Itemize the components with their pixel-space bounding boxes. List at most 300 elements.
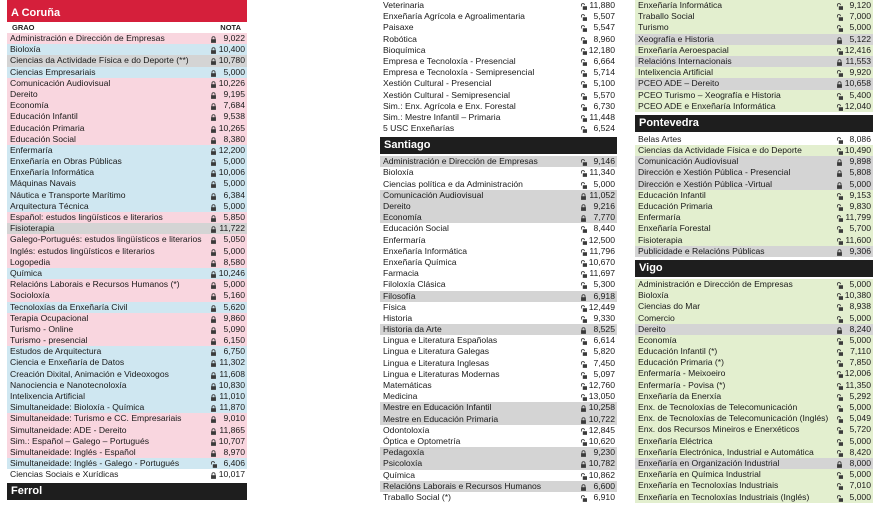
cutoff-grade: 8,380	[223, 133, 245, 144]
degree-name: Dereito	[383, 201, 411, 211]
degree-name: Enfermaría	[638, 212, 681, 223]
degree-name: Enfermaría - Meixoeiro	[638, 368, 726, 379]
table-row	[380, 279, 617, 290]
table-row	[380, 235, 617, 246]
cutoff-grade: 9,860	[223, 312, 245, 323]
degree-name: Dirección e Xestión Pública -Virtual	[638, 178, 773, 189]
table-row	[7, 111, 247, 122]
cutoff-grade: 5,000	[849, 435, 871, 446]
table-row	[380, 402, 617, 413]
degree-name: Lingua e Literatura Inglesas	[383, 357, 490, 368]
table-row	[635, 45, 873, 56]
table-row	[635, 391, 873, 402]
degree-name: Enxeñaría Informática	[10, 167, 95, 178]
cutoff-grade: 5,620	[223, 301, 245, 312]
degree-name: PCEO Turismo – Xeografía e Historia	[638, 89, 781, 100]
table-row	[380, 78, 617, 89]
cutoff-grade: 5,000	[849, 312, 871, 323]
degree-name: Enxeñaría en Tecnoloxías Industriais (Inglés)	[638, 491, 810, 502]
cutoff-grade: 12,449	[588, 301, 615, 312]
table-row	[380, 101, 617, 112]
cutoff-grade: 8,086	[849, 133, 871, 144]
cutoff-grade: 11,870	[219, 402, 245, 413]
vigo-table	[635, 279, 873, 503]
degree-name: Enfermaría	[10, 144, 53, 155]
cutoff-grade: 6,664	[593, 55, 615, 66]
cutoff-grade: 7,010	[849, 480, 871, 491]
cutoff-grade: 9,538	[223, 111, 245, 122]
section-title-santiago: Santiago	[380, 137, 617, 154]
table-row	[380, 313, 617, 324]
table-row	[635, 78, 873, 89]
degree-name: Comunicación Audiovisual	[10, 77, 111, 88]
table-row	[635, 22, 873, 33]
degree-name: Sim.: Mestre Infantil – Primaria	[383, 111, 501, 122]
table-row	[7, 324, 247, 335]
cutoff-grade: 6,406	[223, 458, 245, 469]
table-row	[7, 55, 247, 66]
column-santiago	[380, 0, 617, 502]
cutoff-grade: 5,000	[223, 178, 245, 189]
cutoff-grade: 12,416	[844, 44, 871, 55]
cutoff-grade: 5,000	[223, 279, 245, 290]
degree-name: Sim.: Enx. Agrícola e Enx. Forestal	[383, 100, 516, 111]
table-row	[635, 0, 873, 11]
table-row	[635, 357, 873, 368]
table-row	[380, 369, 617, 380]
cutoff-grade: 11,302	[219, 357, 245, 368]
degree-name: Inglés: estudos lingüísticos e literarios	[10, 245, 155, 256]
table-row	[380, 291, 617, 302]
cutoff-grade: 5,000	[223, 66, 245, 77]
cutoff-grade: 10,780	[218, 55, 245, 66]
degree-name: Tecnoloxías da Enxeñaría Civil	[10, 301, 128, 312]
degree-name: Economía	[383, 212, 422, 223]
table-row	[635, 201, 873, 212]
cutoff-grade: 5,000	[223, 245, 245, 256]
degree-name: Enxeñaría en Tecnoloxías Industriais	[638, 480, 779, 491]
table-row	[380, 11, 617, 22]
degree-name: Español: estudos lingüísticos e literarios	[10, 212, 163, 222]
degree-name: Enx. dos Recursos Mineiros e Enerxéticos	[638, 424, 800, 435]
degree-name: Enxeñaría da Enerxía	[638, 390, 722, 401]
degree-name: Enxeñaría Aeroespacial	[638, 44, 729, 55]
cutoff-grade: 11,608	[219, 368, 245, 379]
degree-name: Economía	[638, 334, 677, 345]
table-row	[635, 34, 873, 45]
table-row	[380, 302, 617, 313]
degree-name: Xestión Cultural - Semipresencial	[383, 89, 511, 100]
table-row	[7, 156, 247, 167]
table-row	[635, 67, 873, 78]
table-row	[380, 167, 617, 178]
cutoff-grade: 6,750	[223, 346, 245, 357]
cutoff-grade: 11,799	[845, 212, 871, 223]
cutoff-grade: 5,820	[593, 346, 615, 357]
cutoff-grade: 5,400	[849, 89, 871, 100]
cutoff-grade: 10,380	[844, 290, 871, 301]
cutoff-grade: 5,292	[849, 390, 871, 401]
table-row	[635, 134, 873, 145]
degree-name: Educación Primaria (*)	[638, 357, 724, 368]
degree-name: Empresa e Tecnoloxía - Presencial	[383, 55, 516, 66]
table-row	[635, 179, 873, 190]
table-row	[635, 156, 873, 167]
degree-name: Psicoloxía	[383, 458, 423, 469]
table-row	[635, 346, 873, 357]
table-row	[380, 358, 617, 369]
cutoff-grade: 9,010	[223, 413, 245, 424]
cutoff-grade: 7,850	[849, 357, 871, 368]
table-row	[7, 145, 247, 156]
table-row	[635, 469, 873, 480]
table-row	[7, 212, 247, 223]
degree-name: Simultaneidade: Turismo e CC. Empresariais	[10, 413, 182, 424]
cutoff-grade: 9,230	[593, 447, 615, 458]
degree-name: Educación Social	[10, 133, 76, 144]
table-row	[380, 0, 617, 11]
degree-name: Relacións Laborais e Recursos Humanos	[383, 480, 542, 491]
column-a-coruna	[7, 0, 247, 495]
table-row	[380, 190, 617, 201]
degree-name: Educación Primaria	[638, 201, 713, 211]
cutoff-grade: 5,050	[223, 234, 245, 245]
degree-name: Turismo - presencial	[10, 335, 88, 346]
cutoff-grade: 9,216	[593, 201, 615, 211]
table-row	[635, 492, 873, 503]
degree-name: PCEO ADE e Enxeñaría Informática	[638, 100, 776, 111]
table-row	[7, 425, 247, 436]
cutoff-grade: 5,507	[593, 11, 615, 22]
section-title-vigo: Vigo	[635, 260, 873, 277]
cutoff-grade: 10,400	[218, 44, 245, 55]
table-row	[7, 335, 247, 346]
degree-name: Bioloxía	[638, 290, 669, 301]
cutoff-grade: 5,714	[593, 67, 615, 78]
degree-name: Mestre en Educación Infantil	[383, 402, 492, 413]
table-row	[380, 447, 617, 458]
degree-name: Química	[383, 469, 415, 480]
cutoff-grade: 10,490	[844, 145, 871, 156]
degree-name: Fisioterapia	[638, 234, 683, 245]
degree-name: Bioloxía	[383, 167, 414, 178]
degree-name: Matemáticas	[383, 380, 432, 390]
cutoff-grade: 10,722	[588, 413, 615, 424]
cutoff-grade: 9,022	[223, 33, 245, 43]
degree-name: Terapia Ocupacional	[10, 312, 89, 323]
table-row	[7, 134, 247, 145]
table-row	[7, 369, 247, 380]
degree-name: Comunicación Audiovisual	[638, 156, 739, 167]
degree-name: Traballo Social (*)	[383, 491, 451, 502]
degree-name: Filosofía	[383, 290, 416, 301]
table-row	[7, 391, 247, 402]
cutoff-grade: 11,350	[845, 379, 871, 390]
cutoff-grade: 11,880	[589, 0, 615, 10]
cutoff-grade: 11,600	[845, 234, 871, 245]
cutoff-grade: 5,097	[593, 368, 615, 379]
cutoff-grade: 10,246	[218, 267, 245, 278]
degree-name: Enxeñaría Eléctrica	[638, 435, 713, 446]
table-row	[635, 290, 873, 301]
cutoff-grade: 12,500	[588, 234, 615, 245]
table-row	[635, 167, 873, 178]
degree-name: Empresa e Tecnoloxía - Semipresencial	[383, 67, 535, 78]
cutoff-grade: 9,120	[849, 0, 871, 10]
cutoff-grade: 12,040	[844, 100, 871, 111]
degree-name: Farmacia	[383, 268, 419, 279]
degree-name: Ciencias do Mar	[638, 301, 701, 312]
table-row	[7, 313, 247, 324]
table-row	[635, 447, 873, 458]
table-row	[380, 324, 617, 335]
table-row	[7, 436, 247, 447]
cutoff-grade: 5,000	[849, 469, 871, 480]
table-row	[380, 257, 617, 268]
cutoff-grade: 6,614	[593, 335, 615, 346]
table-row	[7, 413, 247, 424]
table-row	[635, 301, 873, 312]
table-row	[380, 391, 617, 402]
table-row	[380, 414, 617, 425]
degree-name: Paisaxe	[383, 22, 414, 33]
degree-name: Simultaneidade: Inglés - Español	[10, 446, 136, 457]
cutoff-grade: 5,720	[849, 424, 871, 435]
cutoff-grade: 11,553	[845, 55, 871, 66]
cutoff-grade: 5,000	[849, 22, 871, 33]
degree-name: Estudos de Arquitectura	[10, 346, 102, 357]
cutoff-grade: 5,300	[593, 279, 615, 290]
cutoff-grade: 6,910	[593, 491, 615, 502]
table-row	[380, 481, 617, 492]
degree-name: Publicidade e Relacións Públicas	[638, 245, 765, 256]
cutoff-grade: 6,150	[223, 335, 245, 346]
cutoff-grade: 5,000	[849, 278, 871, 289]
cutoff-grade: 10,782	[588, 458, 615, 469]
table-row	[380, 90, 617, 101]
cutoff-grade: 10,006	[218, 167, 245, 178]
degree-name: Ciencias Sociais e Xurídicas	[10, 469, 119, 480]
cutoff-grade: 9,146	[593, 156, 615, 167]
table-row	[635, 279, 873, 290]
table-row	[7, 167, 247, 178]
section-title-a-coruna: A Coruña	[7, 5, 247, 22]
degree-name: Filoloxía Clásica	[383, 279, 446, 290]
cutoff-grade: 5,000	[849, 402, 871, 412]
table-row	[7, 78, 247, 89]
table-row	[380, 56, 617, 67]
cutoff-grade: 5,049	[849, 413, 871, 424]
table-row	[380, 112, 617, 123]
table-row	[380, 492, 617, 503]
degree-name: Administración e Dirección de Empresas	[638, 278, 793, 289]
table-row	[7, 279, 247, 290]
cutoff-grade: 11,697	[589, 268, 615, 279]
table-row	[7, 89, 247, 100]
degree-name: Simultaneidade: Bioloxía - Química	[10, 402, 145, 413]
table-row	[380, 34, 617, 45]
degree-name: Náutica e Transporte Marítimo	[10, 189, 126, 200]
table-row	[7, 346, 247, 357]
cutoff-grade: 12,760	[588, 380, 615, 390]
table-row	[635, 190, 873, 201]
cutoff-grade: 6,600	[593, 480, 615, 491]
cutoff-grade: 6,524	[593, 123, 615, 134]
cutoff-grade: 11,722	[219, 223, 245, 234]
degree-name: Ciencias Empresariais	[10, 66, 96, 77]
cutoff-grade: 10,658	[844, 78, 871, 89]
table-row	[7, 458, 247, 469]
ourense-continued-table	[635, 0, 873, 112]
cutoff-grade: 9,306	[849, 245, 871, 256]
cutoff-grade: 12,006	[844, 368, 871, 379]
cutoff-grade: 5,808	[849, 167, 871, 178]
table-row	[635, 212, 873, 223]
table-row	[380, 156, 617, 167]
degree-name: Nanociencia e Nanotecnoloxía	[10, 379, 127, 390]
table-row	[7, 290, 247, 301]
cutoff-grade: 8,970	[223, 446, 245, 457]
table-row	[7, 223, 247, 234]
table-row	[380, 212, 617, 223]
cutoff-grade: 7,110	[850, 346, 871, 357]
degree-name: Galego-Portugués: estudos lingüísticos e literarios	[10, 234, 202, 245]
cutoff-grade: 8,420	[849, 446, 871, 457]
cutoff-grade: 6,384	[223, 189, 245, 200]
table-row	[635, 424, 873, 435]
header-grado: GRAO	[12, 23, 35, 32]
table-row	[635, 313, 873, 324]
degree-name: Creación Dixital, Animación e Videoxogos	[10, 368, 169, 379]
table-row	[380, 458, 617, 469]
table-row	[635, 324, 873, 335]
degree-name: Economía	[10, 100, 49, 111]
a-coruna-table	[7, 33, 247, 481]
degree-name: Educación Primaria	[10, 122, 85, 133]
table-row	[635, 413, 873, 424]
degree-name: Administración e Dirección de Empresas	[10, 33, 165, 43]
degree-name: Intelixencia Artificial	[10, 391, 85, 401]
column-pontevedra-vigo	[635, 0, 873, 502]
degree-name: Belas Artes	[638, 133, 682, 144]
degree-name: Enfermaría	[383, 234, 426, 245]
lugo-continued-table	[380, 0, 617, 134]
degree-name: Mestre en Educación Primaria	[383, 413, 499, 424]
degree-name: Socioloxía	[10, 290, 50, 301]
table-row	[635, 56, 873, 67]
degree-name: Enxeñaría Informática	[383, 245, 468, 256]
degree-name: Relacións Internacionais	[638, 55, 732, 66]
degree-name: Relacións Laborais e Recursos Humanos (*)	[10, 279, 180, 290]
cutoff-grade: 7,684	[223, 100, 245, 111]
table-row	[635, 90, 873, 101]
degree-name: Lingua e Literatura Españolas	[383, 335, 498, 346]
degree-name: Comercio	[638, 312, 675, 323]
cutoff-grade: 5,000	[849, 334, 871, 345]
column-headers	[7, 22, 247, 33]
table-row	[635, 458, 873, 469]
table-row	[635, 11, 873, 22]
santiago-table	[380, 156, 617, 503]
cutoff-grade: 5,000	[593, 178, 615, 189]
degree-name: Ciencia e Enxeñaría de Datos	[10, 357, 125, 368]
degree-name: Xeografía e Historia	[638, 33, 714, 44]
cutoff-grade: 10,862	[588, 469, 615, 480]
degree-name: Turismo	[638, 22, 669, 33]
table-row	[635, 101, 873, 112]
cutoff-grade: 11,796	[589, 245, 615, 256]
degree-name: Bioloxía	[10, 44, 41, 55]
degree-name: Logopedia	[10, 256, 51, 267]
degree-name: Turismo - Online	[10, 323, 74, 334]
cutoff-grade: 10,017	[218, 469, 245, 480]
cutoff-grade: 7,450	[593, 357, 615, 368]
cutoff-grade: 8,240	[849, 323, 871, 334]
table-row	[635, 223, 873, 234]
cutoff-grade: 9,195	[223, 88, 245, 99]
table-row	[635, 436, 873, 447]
cutoff-grade: 8,938	[849, 301, 871, 312]
table-row	[380, 179, 617, 190]
degree-name: Educación Infantil (*)	[638, 346, 718, 357]
degree-name: Enxeñaría en Obras Públicas	[10, 156, 122, 167]
cutoff-grade: 11,052	[589, 189, 615, 200]
cutoff-grade: 8,525	[593, 324, 615, 335]
degree-name: Educación Infantil	[638, 189, 706, 200]
degree-name: Xestión Cultural - Presencial	[383, 78, 492, 89]
cutoff-grade: 10,620	[588, 435, 615, 446]
table-row	[7, 178, 247, 189]
degree-name: Enxeñaría Química	[383, 256, 457, 267]
table-row	[635, 335, 873, 346]
cutoff-grade: 8,000	[849, 457, 871, 468]
table-row	[380, 470, 617, 481]
table-row	[7, 268, 247, 279]
degree-name: Óptica e Optometría	[383, 435, 461, 446]
cutoff-grade: 10,258	[588, 402, 615, 413]
degree-name: Enxeñaría Forestal	[638, 223, 711, 234]
table-row	[380, 246, 617, 257]
table-row	[635, 246, 873, 257]
cutoff-grade: 5,850	[223, 212, 245, 222]
cutoff-grade: 11,340	[589, 167, 615, 178]
table-row	[7, 67, 247, 78]
cutoff-grade: 12,180	[588, 44, 615, 55]
degree-name: Traballo Social	[638, 11, 695, 22]
degree-name: Simultaneidade: Inglés - Galego - Portugués	[10, 458, 180, 469]
table-row	[7, 123, 247, 134]
degree-name: Dirección e Xestión Pública - Presencial	[638, 167, 791, 178]
degree-name: Ciencias da Actividade Física e do Deporte	[638, 145, 802, 156]
table-row	[380, 425, 617, 436]
table-row	[380, 123, 617, 134]
degree-name: Dereito	[638, 323, 666, 334]
degree-name: Enxeñaría Electrónica, Industrial e Automática	[638, 446, 814, 457]
cutoff-grade: 5,700	[849, 223, 871, 234]
cutoff-grade: 11,865	[219, 424, 245, 435]
table-row	[7, 190, 247, 201]
degree-name: Dereito	[10, 88, 38, 99]
table-row	[380, 436, 617, 447]
cutoff-grade: 7,770	[593, 212, 615, 223]
cutoff-grade: 9,830	[849, 201, 871, 211]
cutoff-grade: 10,830	[218, 379, 245, 390]
cutoff-grade: 10,226	[218, 77, 245, 88]
degree-name: Enxeñaría en Química Industrial	[638, 469, 761, 480]
cutoff-grade: 9,898	[849, 156, 871, 167]
table-row	[380, 346, 617, 357]
cutoff-grade: 13,050	[588, 391, 615, 402]
